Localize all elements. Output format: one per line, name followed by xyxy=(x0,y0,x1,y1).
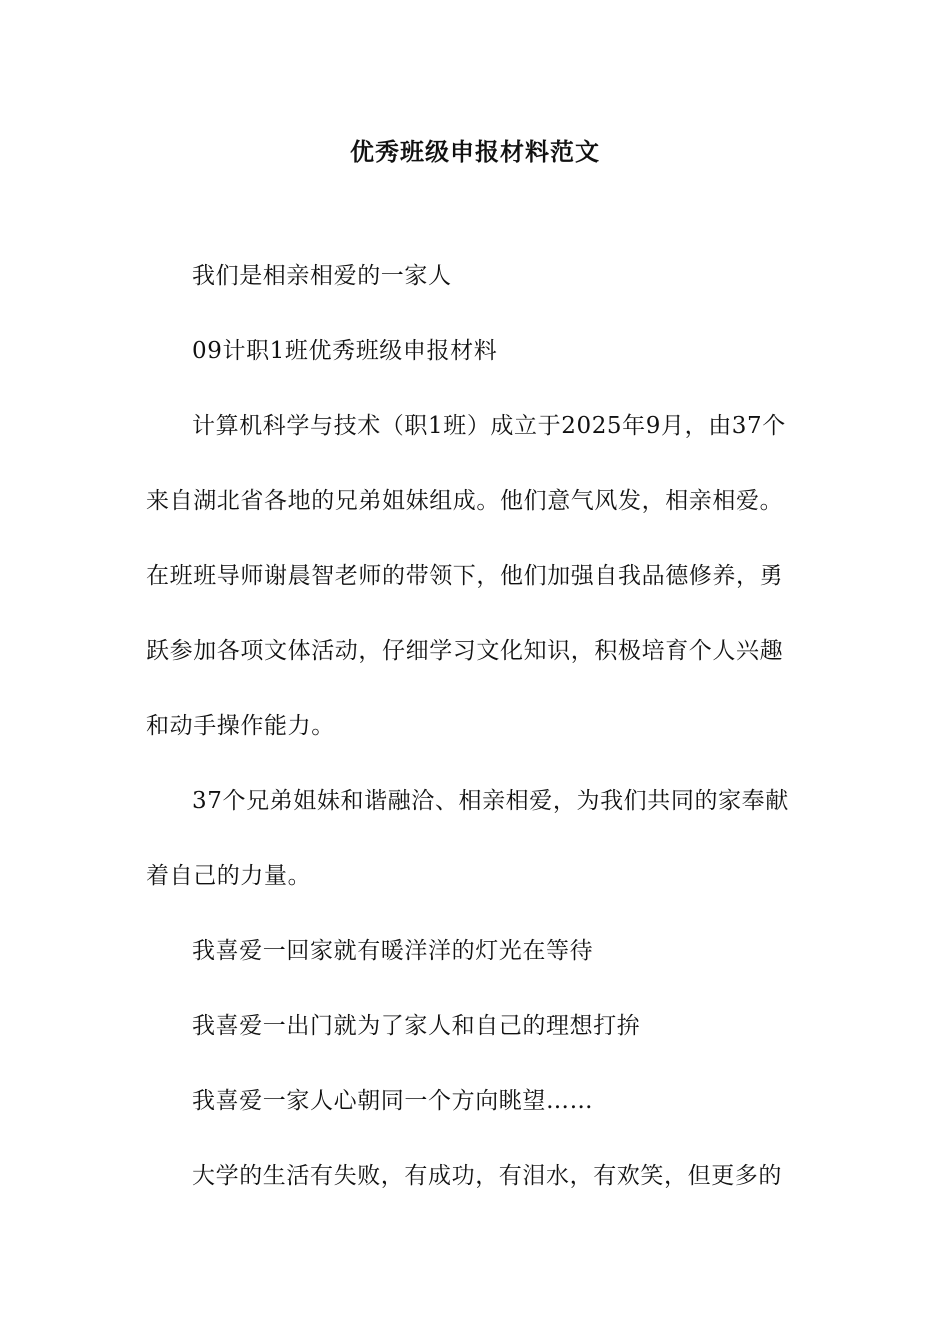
paragraph-line: 跃参加各项文体活动，仔细学习文化知识，积极培育个人兴趣 xyxy=(146,638,784,664)
paragraph-line: 我喜爱一出门就为了家人和自己的理想打拚 xyxy=(192,1013,641,1039)
paragraph-line: 计算机科学与技术（职1班）成立于2025年9月，由37个 xyxy=(192,413,786,439)
document-title: 优秀班级申报材料范文 xyxy=(350,137,600,166)
paragraph-line: 我喜爱一家人心朝同一个方向眺望…… xyxy=(192,1088,594,1114)
paragraph-line: 我们是相亲相爱的一家人 xyxy=(192,263,452,289)
paragraph-line: 我喜爱一回家就有暖洋洋的灯光在等待 xyxy=(192,938,594,964)
paragraph-line: 37个兄弟姐妹和谐融洽、相亲相爱，为我们共同的家奉献 xyxy=(192,788,789,814)
paragraph-line: 在班班导师谢晨智老师的带领下，他们加强自我品德修养，勇 xyxy=(146,563,784,589)
paragraph-line: 大学的生活有失败，有成功，有泪水，有欢笑，但更多的 xyxy=(192,1163,782,1189)
paragraph-line: 和动手操作能力。 xyxy=(146,713,335,739)
paragraph-line: 09计职1班优秀班级申报材料 xyxy=(192,338,498,364)
paragraph-line: 来自湖北省各地的兄弟姐妹组成。他们意气风发，相亲相爱。 xyxy=(146,488,784,514)
paragraph-line: 着自己的力量。 xyxy=(146,863,312,889)
